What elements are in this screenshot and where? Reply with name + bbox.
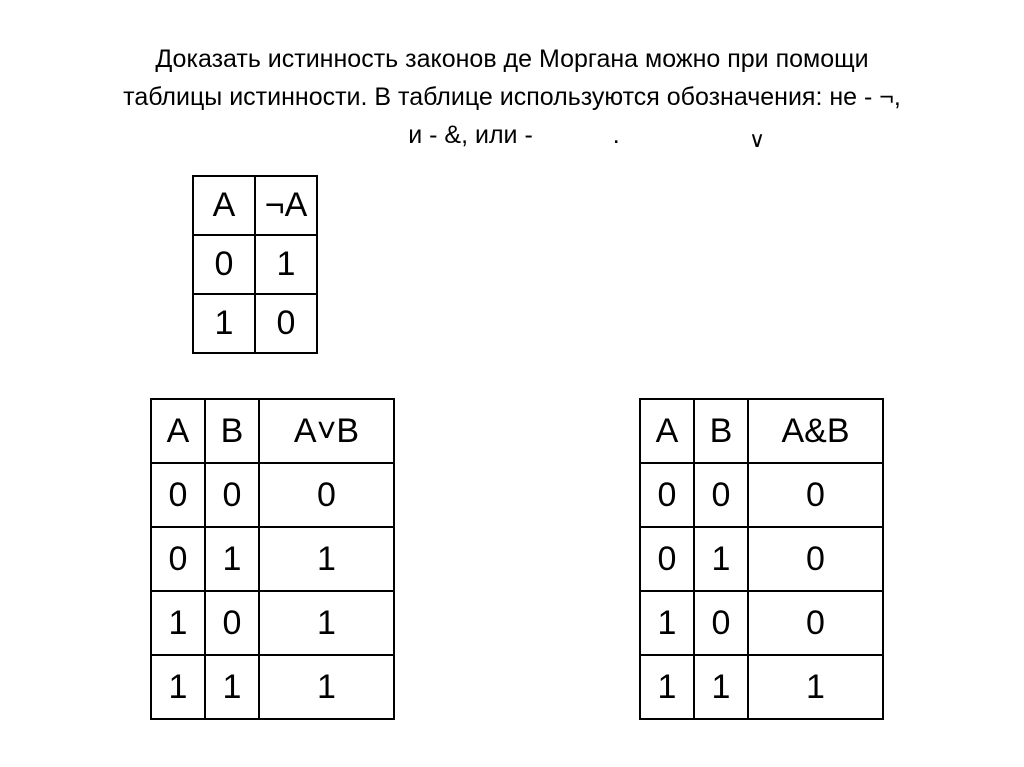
table-cell: 0 xyxy=(640,527,694,591)
header-cell-a: A xyxy=(193,176,255,235)
and-truth-table xyxy=(639,398,884,720)
or-symbol: ∨ xyxy=(749,127,766,152)
table-cell: 1 xyxy=(151,655,205,719)
table-cell: 0 xyxy=(205,463,259,527)
table-cell: 1 xyxy=(694,655,748,719)
table-row xyxy=(151,527,394,591)
table-cell: 1 xyxy=(255,235,317,294)
table-cell: 1 xyxy=(259,527,394,591)
header-cell-a: A xyxy=(640,399,694,463)
table-cell: 0 xyxy=(694,591,748,655)
table-row xyxy=(151,463,394,527)
title-line-2: таблицы истинности. В таблице используются обозначения: не - ¬, xyxy=(123,83,901,111)
or-truth-table xyxy=(150,398,395,720)
table-cell: 1 xyxy=(205,655,259,719)
table-row xyxy=(193,294,317,353)
table-cell: 0 xyxy=(748,463,883,527)
table-cell: 0 xyxy=(255,294,317,353)
table-cell: 1 xyxy=(640,655,694,719)
table-cell: 1 xyxy=(259,591,394,655)
table-cell: 0 xyxy=(151,527,205,591)
table-row xyxy=(640,591,883,655)
title-line-3 xyxy=(2,116,1024,154)
table-cell: 1 xyxy=(205,527,259,591)
header-cell-a-or-b: A˅B xyxy=(259,399,394,463)
table-cell: 0 xyxy=(193,235,255,294)
table-row xyxy=(640,463,883,527)
table-cell: 0 xyxy=(748,527,883,591)
table-row xyxy=(193,235,317,294)
table-cell: 1 xyxy=(193,294,255,353)
table-row xyxy=(151,655,394,719)
table-cell: 0 xyxy=(151,463,205,527)
table-row xyxy=(640,527,883,591)
table-cell: 1 xyxy=(640,591,694,655)
table-cell: 1 xyxy=(694,527,748,591)
header-cell-b: B xyxy=(694,399,748,463)
table-cell: 0 xyxy=(748,591,883,655)
header-cell-not-a: ¬A xyxy=(255,176,317,235)
table-cell: 0 xyxy=(694,463,748,527)
title-line-3-end: . xyxy=(612,121,620,149)
title-line-1: Доказать истинность законов де Моргана можно при помощи xyxy=(155,45,869,73)
not-truth-table xyxy=(192,175,318,354)
table-cell: 1 xyxy=(259,655,394,719)
table-cell: 0 xyxy=(205,591,259,655)
title-line-3-start: и - &, или - xyxy=(408,121,533,149)
header-cell-a: A xyxy=(151,399,205,463)
table-cell: 0 xyxy=(640,463,694,527)
table-cell: 0 xyxy=(259,463,394,527)
table-header-row xyxy=(640,399,883,463)
table-cell: 1 xyxy=(748,655,883,719)
table-header-row xyxy=(151,399,394,463)
header-cell-a-and-b: A&B xyxy=(748,399,883,463)
table-header-row xyxy=(193,176,317,235)
slide-title xyxy=(0,40,1024,154)
table-cell: 1 xyxy=(151,591,205,655)
table-row xyxy=(640,655,883,719)
header-cell-b: B xyxy=(205,399,259,463)
table-row xyxy=(151,591,394,655)
